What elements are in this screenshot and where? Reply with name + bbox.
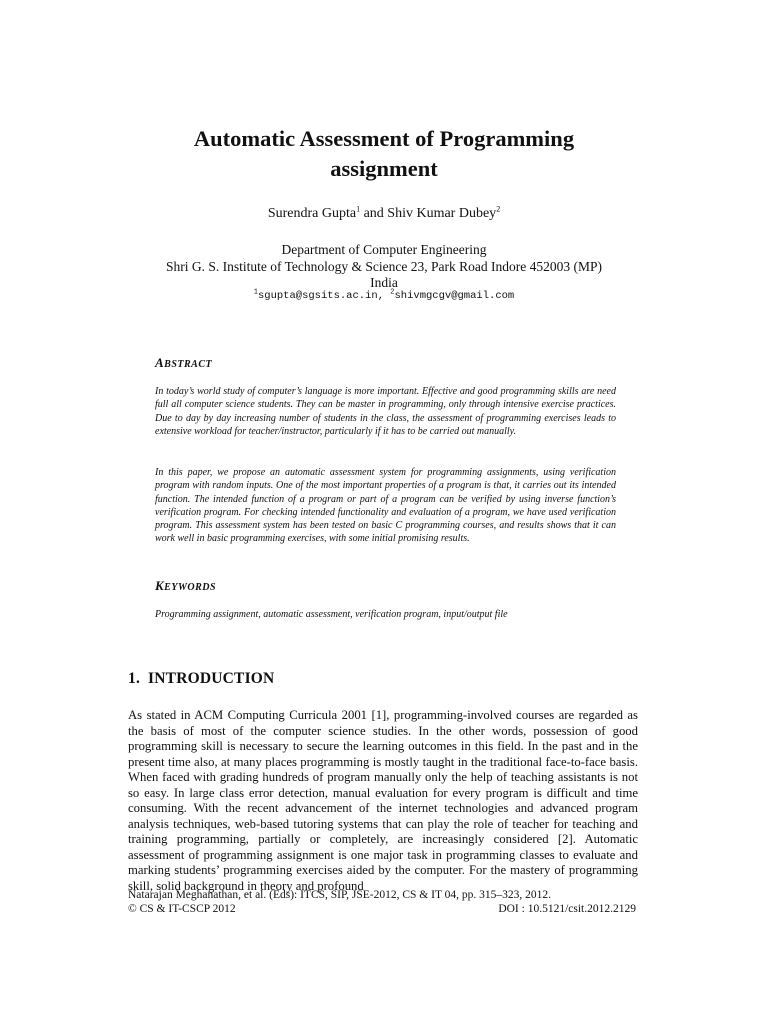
keywords-heading: [155, 578, 216, 594]
email-2-superscript: 2: [390, 288, 395, 297]
institute: Shri G. S. Institute of Technology & Science 23, Park Road Indore 452003 (MP): [165, 258, 602, 274]
abstract-paragraph-2: In this paper, we propose an automatic assessment system for programming assignments, using verification program with random inputs. One of the most important properties of a program is that, it carries out its intended function. The intended function of a program or part of a program can be verified by using inverse function’s verification program. For checking intended functionality and evaluation of a program, we have used verification program. This assessment system has been tested on basic C programming courses, and results shows that it can work well in basic programming exercises, with some initial promising results.: [155, 467, 616, 545]
paper-title-line2: assignment: [330, 156, 438, 181]
footer-citation: Natarajan Meghanathan, et al. (Eds): ITCS, SIP, JSE-2012, CS & IT 04, pp. 315–323, 2012.: [128, 889, 552, 901]
author-2-superscript: 2: [496, 204, 501, 214]
email-1-superscript: 1: [253, 288, 258, 297]
footer-row: [128, 902, 638, 916]
keywords-heading-rest: EYWORDS: [164, 582, 217, 593]
email-2: shivmgcgv@gmail.com: [394, 290, 515, 302]
paper-title: [0, 124, 768, 184]
department: Department of Computer Engineering: [281, 242, 487, 257]
keywords-text: Programming assignment, automatic assessment, verification program, input/output file: [155, 609, 508, 620]
author-1-superscript: 1: [356, 204, 361, 214]
page-footer: [128, 888, 638, 916]
introduction-heading: [128, 670, 274, 688]
email-1: sgupta@sgsits.ac.in,: [257, 290, 391, 302]
paper-title-line1: Automatic Assessment of Programming: [193, 126, 575, 151]
abstract-heading-initial: A: [155, 355, 165, 370]
author-line: [0, 205, 768, 223]
affiliation: [0, 242, 768, 292]
footer-doi: DOI : 10.5121/csit.2012.2129: [498, 903, 636, 915]
author-conjunction: and: [360, 206, 388, 221]
author-1: Surendra Gupta: [267, 206, 357, 221]
abstract-paragraph-1: In today’s world study of computer’s language is more important. Effective and good programming skills are need full all computer science students. They can be master in programming, only through intensive exercise practices. Due to day by day increasing number of students in the class, the assessment of programming exercises leads to extensive workload for teacher/instructor, particularly if it has to be carried out manually.: [155, 386, 616, 437]
section-number: 1.: [128, 670, 141, 687]
footer-copyright: © CS & IT-CSCP 2012: [128, 903, 236, 915]
country: India: [370, 275, 398, 290]
section-title: INTRODUCTION: [148, 670, 275, 687]
abstract-heading-rest: BSTRACT: [164, 359, 213, 370]
abstract-heading: [155, 355, 212, 371]
author-emails: [0, 289, 768, 303]
keywords-heading-initial: K: [155, 578, 165, 593]
author-2: Shiv Kumar Dubey: [387, 206, 497, 221]
introduction-body: As stated in ACM Computing Curricula 2001 [1], programming-involved courses are regarded as the basis of most of the computer science studies. In the other words, possession of good programming skill is necessary to secure the learning outcomes in this field. In the past and in the present time also, at many places programming is mostly taught in the traditional face-to-face basis. When faced with grading hundreds of program manually only the help of teaching assistants is not so easy. In large class error detection, manual evaluation for every program is difficult and time consuming. With the recent advancement of the internet technologies and advanced program analysis techniques, web-based tutoring systems that can play the role of teacher for teaching and training programming, partially or completely, are increasingly considered [2]. Automatic assessment of programming assignment is one major task in programming classes to evaluate and marking students’ programming exercises aided by the computer. For the mastery of programming skill, solid background in theory and profound: [128, 708, 638, 894]
